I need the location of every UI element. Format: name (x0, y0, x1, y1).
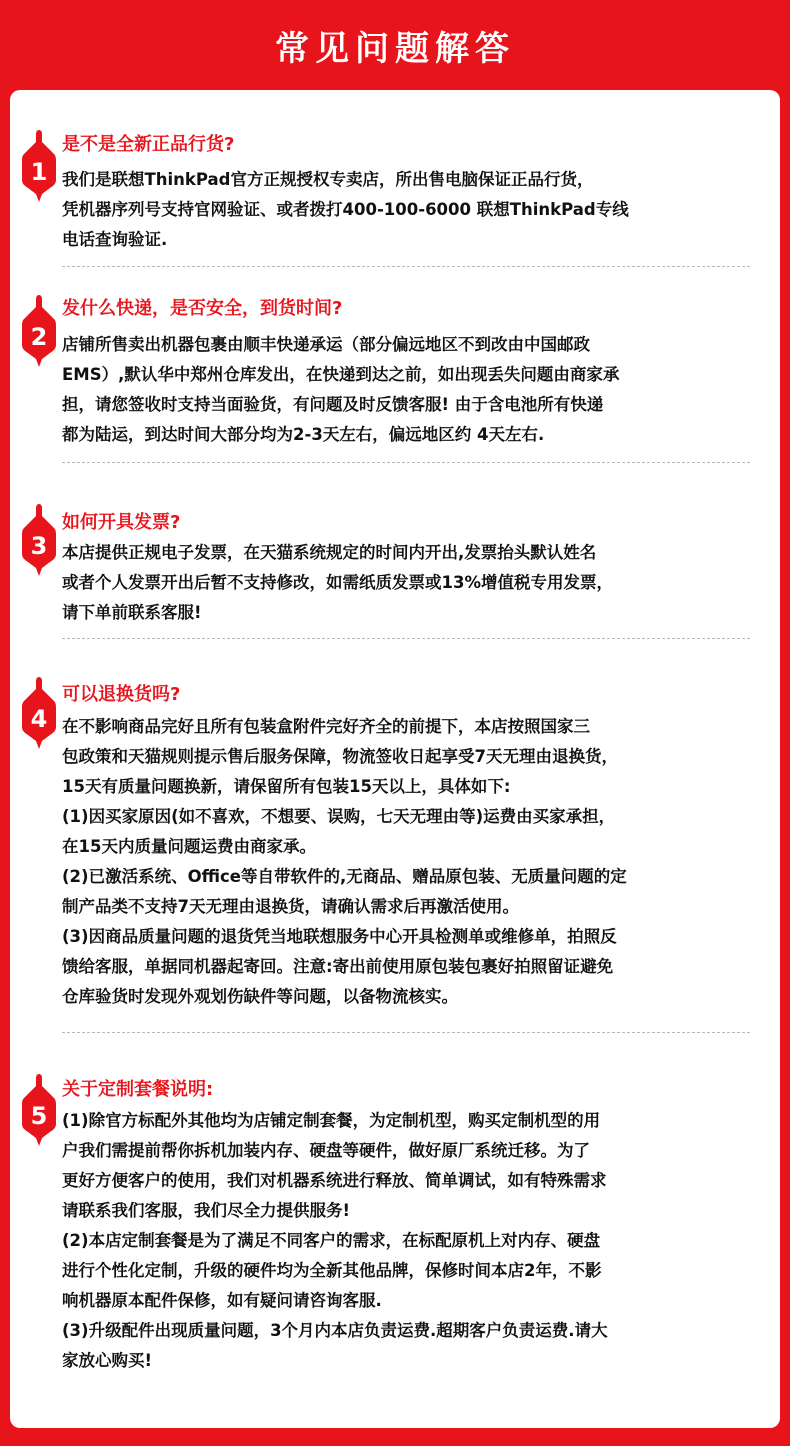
answer-text (62, 712, 762, 1012)
answer-text (62, 1106, 762, 1376)
answer-line: 担，请您签收时支持当面验货，有问题及时反馈客服! 由于含电池所有快递 (62, 395, 604, 414)
answer-line: 制产品类不支持7天无理由退换货，请确认需求后再激活使用。 (62, 897, 519, 916)
answer-line: 响机器原本配件保修，如有疑问请咨询客服. (62, 1291, 382, 1310)
number-badge-icon (20, 502, 58, 578)
answer-line: (1)因买家原因(如不喜欢，不想要、误购，七天无理由等)运费由买家承担， (62, 807, 616, 826)
answer-line: 店铺所售卖出机器包裹由顺丰快递承运（部分偏远地区不到改由中国邮政 (62, 335, 590, 354)
question-title: 如何开具发票? (62, 512, 181, 533)
answer-line: EMS）,默认华中郑州仓库发出，在快递到达之前，如出现丢失问题由商家承 (62, 365, 620, 384)
question-title: 是不是全新正品行货? (62, 134, 235, 155)
section-divider (62, 266, 750, 267)
answer-line: 我们是联想ThinkPad官方正规授权专卖店，所出售电脑保证正品行货， (62, 170, 594, 189)
faq-card (10, 90, 780, 1428)
question-title: 可以退换货吗? (62, 684, 181, 705)
answer-text (62, 165, 762, 255)
answer-line: 在15天内质量问题运费由商家承。 (62, 837, 316, 856)
section-number: 5 (30, 1102, 48, 1130)
answer-line: 更好方便客户的使用，我们对机器系统进行释放、简单调试，如有特殊需求 (62, 1171, 607, 1190)
answer-line: (2)本店定制套餐是为了满足不同客户的需求，在标配原机上对内存、硬盘 (62, 1231, 601, 1250)
answer-line: 户我们需提前帮你拆机加装内存、硬盘等硬件，做好原厂系统迁移。为了 (62, 1141, 590, 1160)
section-divider (62, 1032, 750, 1033)
answer-line: 凭机器序列号支持官网验证、或者拨打400-100-6000 联想ThinkPad专线 (62, 200, 629, 219)
section-number: 2 (30, 323, 48, 351)
answer-line: 仓库验货时发现外观划伤缺件等问题，以备物流核实。 (62, 987, 458, 1006)
answer-line: 家放心购买! (62, 1351, 153, 1370)
section-divider (62, 638, 750, 639)
answer-line: 请联系我们客服，我们尽全力提供服务! (62, 1201, 351, 1220)
section-number: 4 (30, 705, 48, 733)
answer-line: 都为陆运，到达时间大部分均为2-3天左右，偏远地区约 4天左右. (62, 425, 545, 444)
answer-line: 进行个性化定制，升级的硬件均为全新其他品牌，保修时间本店2年，不影 (62, 1261, 602, 1280)
answer-line: 在不影响商品完好且所有包装盒附件完好齐全的前提下，本店按照国家三 (62, 717, 590, 736)
question-title: 关于定制套餐说明: (62, 1079, 214, 1100)
section-divider (62, 462, 750, 463)
question-title: 发什么快递，是否安全，到货时间? (62, 298, 343, 319)
answer-text (62, 330, 762, 450)
number-badge-icon (20, 675, 58, 751)
answer-text (62, 538, 762, 628)
answer-line: 电话查询验证. (62, 230, 168, 249)
answer-line: 馈给客服，单据同机器起寄回。注意:寄出前使用原包装包裹好拍照留证避免 (62, 957, 614, 976)
answer-line: (3)升级配件出现质量问题，3个月内本店负责运费.超期客户负责运费.请大 (62, 1321, 608, 1340)
section-number: 3 (30, 532, 48, 560)
answer-line: (1)除官方标配外其他均为店铺定制套餐，为定制机型，购买定制机型的用 (62, 1111, 601, 1130)
number-badge-icon (20, 128, 58, 204)
section-number: 1 (30, 158, 48, 186)
answer-line: 或者个人发票开出后暂不支持修改，如需纸质发票或13%增值税专用发票， (62, 573, 613, 592)
answer-line: 15天有质量问题换新，请保留所有包装15天以上，具体如下: (62, 777, 511, 796)
answer-line: (2)已激活系统、Office等自带软件的,无商品、赠品原包装、无质量问题的定 (62, 867, 627, 886)
page-title: 常见问题解答 (275, 28, 515, 69)
number-badge-icon (20, 293, 58, 369)
number-badge-icon (20, 1072, 58, 1148)
answer-line: 本店提供正规电子发票，在天猫系统规定的时间内开出,发票抬头默认姓名 (62, 543, 597, 562)
answer-line: (3)因商品质量问题的退货凭当地联想服务中心开具检测单或维修单，拍照反 (62, 927, 617, 946)
page-header (0, 0, 790, 90)
answer-line: 包政策和天猫规则提示售后服务保障，物流签收日起享受7天无理由退换货， (62, 747, 618, 766)
answer-line: 请下单前联系客服! (62, 603, 202, 622)
